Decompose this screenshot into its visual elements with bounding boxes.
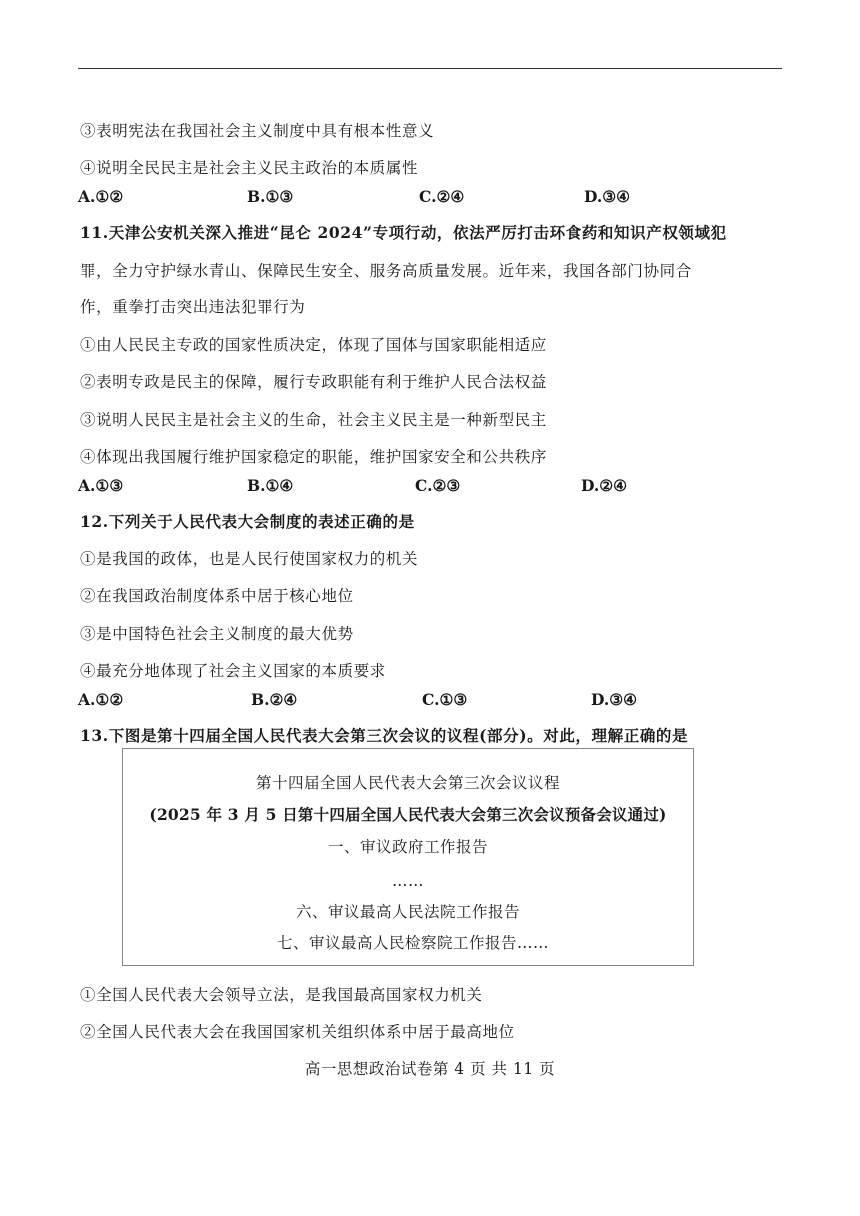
q11-stem-line-1: 11.天津公安机关深入推进“昆仑 2024”专项行动，依法严厉打击环食药和知识产权领域犯 bbox=[80, 223, 727, 242]
q12-option-b[interactable]: B.②④ bbox=[251, 690, 298, 709]
q12-option-d[interactable]: D.③④ bbox=[591, 690, 638, 709]
q10-options bbox=[78, 187, 798, 207]
q11-item-3: ③说明人民民主是社会主义的生命，社会主义民主是一种新型民主 bbox=[80, 411, 547, 429]
header-rule bbox=[78, 68, 782, 69]
q10-option-d[interactable]: D.③④ bbox=[584, 187, 631, 206]
agenda-item-1: 一、审议政府工作报告 bbox=[327, 838, 488, 856]
q11-stem-line-3: 作，重拳打击突出违法犯罪行为 bbox=[80, 298, 306, 316]
q11-option-d[interactable]: D.②④ bbox=[581, 476, 628, 495]
agenda-item-7: 七、审议最高人民检察院工作报告…… bbox=[276, 934, 549, 952]
q11-stem-line-2: 罪，全力守护绿水青山、保障民生安全、服务高质量发展。近年来，我国各部门协同合 bbox=[80, 262, 692, 280]
q10-item-4: ④说明全民民主是社会主义民主政治的本质属性 bbox=[80, 159, 419, 177]
agenda-title: 第十四届全国人民代表大会第三次会议议程 bbox=[255, 774, 560, 792]
page-footer: 高一思想政治试卷第 4 页 共 11 页 bbox=[304, 1060, 556, 1078]
agenda-ellipsis: …… bbox=[392, 872, 424, 890]
q12-option-c[interactable]: C.①③ bbox=[422, 690, 468, 709]
q10-item-3: ③表明宪法在我国社会主义制度中具有根本性意义 bbox=[80, 122, 435, 140]
q12-item-1: ①是我国的政体，也是人民行使国家权力的机关 bbox=[80, 550, 419, 568]
q12-options bbox=[78, 690, 798, 710]
agenda-item-6: 六、审议最高人民法院工作报告 bbox=[295, 903, 520, 921]
agenda-subtitle: (2025 年 3 月 5 日第十四届全国人民代表大会第三次会议预备会议通过) bbox=[149, 805, 667, 824]
q10-option-c[interactable]: C.②④ bbox=[419, 187, 465, 206]
q13-item-1: ①全国人民代表大会领导立法，是我国最高国家权力机关 bbox=[80, 986, 483, 1004]
q12-item-2: ②在我国政治制度体系中居于核心地位 bbox=[80, 587, 354, 605]
q11-item-4: ④体现出我国履行维护国家稳定的职能，维护国家安全和公共秩序 bbox=[80, 448, 547, 466]
q11-item-1: ①由人民民主专政的国家性质决定，体现了国体与国家职能相适应 bbox=[80, 336, 547, 354]
agenda-box bbox=[122, 748, 694, 966]
q10-option-a[interactable]: A.①② bbox=[78, 187, 124, 206]
q12-item-3: ③是中国特色社会主义制度的最大优势 bbox=[80, 625, 354, 643]
q12-stem: 12.下列关于人民代表大会制度的表述正确的是 bbox=[80, 512, 415, 531]
q12-item-4: ④最充分地体现了社会主义国家的本质要求 bbox=[80, 662, 386, 680]
q11-option-a[interactable]: A.①③ bbox=[78, 476, 124, 495]
q13-item-2: ②全国人民代表大会在我国国家机关组织体系中居于最高地位 bbox=[80, 1023, 515, 1041]
q11-options bbox=[78, 476, 798, 496]
q11-item-2: ②表明专政是民主的保障，履行专政职能有利于维护人民合法权益 bbox=[80, 373, 547, 391]
q11-option-b[interactable]: B.①④ bbox=[247, 476, 294, 495]
q12-option-a[interactable]: A.①② bbox=[78, 690, 124, 709]
q13-stem: 13.下图是第十四届全国人民代表大会第三次会议的议程(部分)。对此，理解正确的是 bbox=[80, 726, 689, 745]
q11-option-c[interactable]: C.②③ bbox=[415, 476, 461, 495]
q10-option-b[interactable]: B.①③ bbox=[247, 187, 294, 206]
